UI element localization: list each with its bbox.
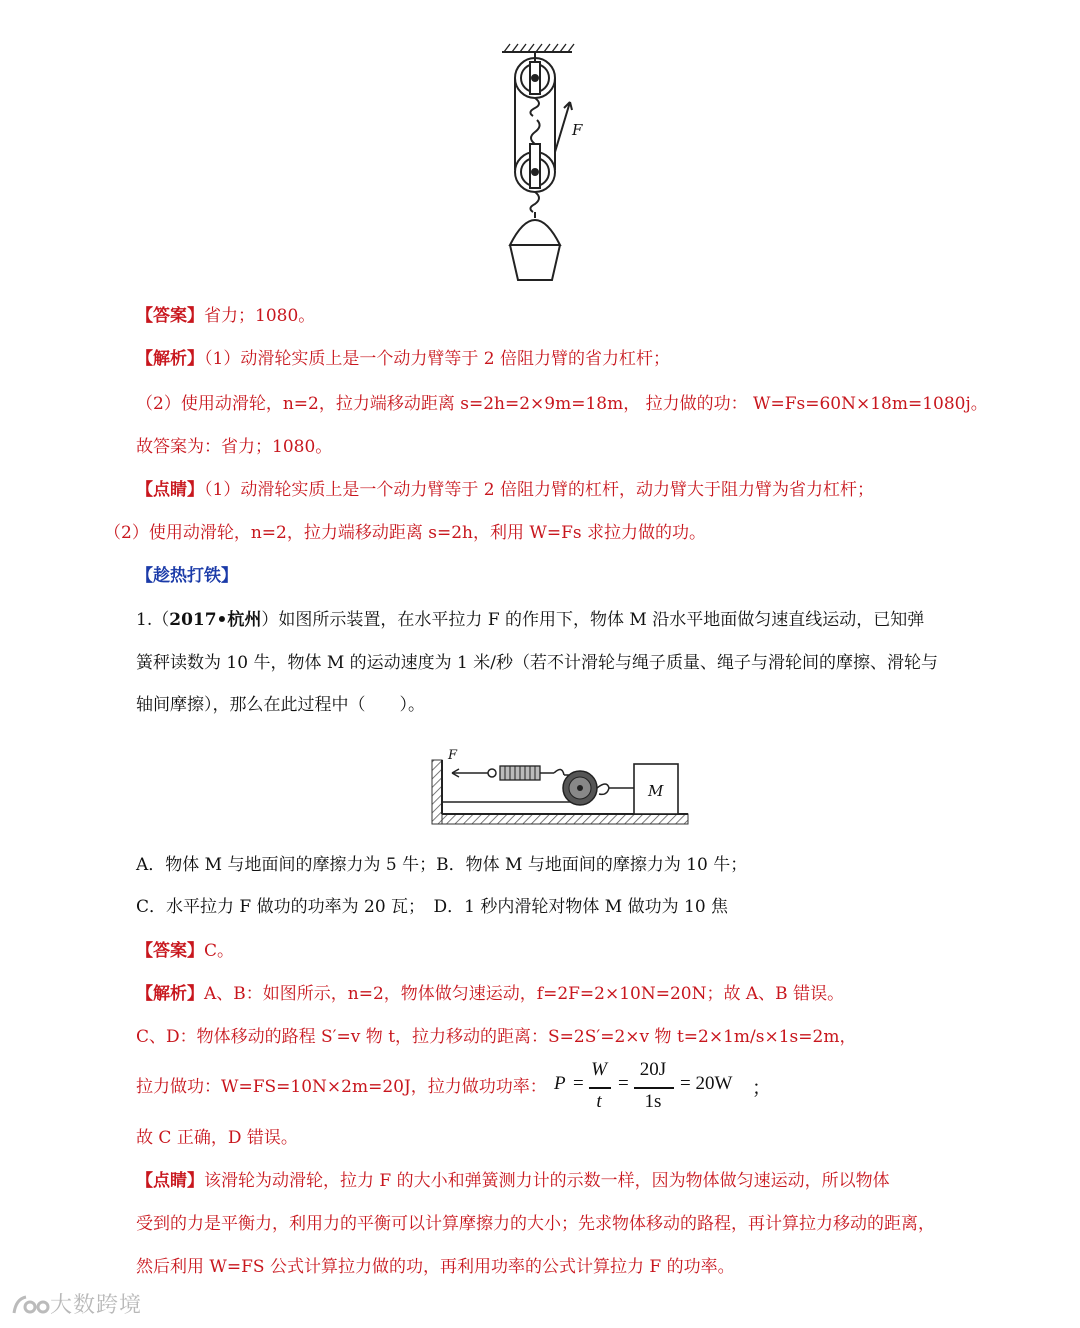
q1-answer-tag: 【答案】 <box>136 941 204 961</box>
watermark <box>10 1288 142 1319</box>
q1-point-text-1: 该滑轮为动滑轮，拉力 F 的大小和弹簧测力计的示数一样，因为物体做匀速运动，所以物体 <box>204 1171 890 1191</box>
formula-end: ； <box>752 1078 772 1099</box>
point-line-1 <box>136 478 874 502</box>
option-ab: A．物体 M 与地面间的摩擦力为 5 牛；B．物体 M 与地面间的摩擦力为 10 牛； <box>136 855 748 875</box>
q1-stem-line-1 <box>136 608 924 632</box>
q1-point-line-1 <box>136 1169 890 1193</box>
q1-point-line-2: 受到的力是平衡力，利用力的平衡可以计算摩擦力的大小；先求物体移动的路程，再计算拉力移动的距离， <box>136 1214 935 1234</box>
formula-w: W <box>591 1059 607 1080</box>
formula-num: 20J <box>639 1059 667 1080</box>
formula-eq2: = <box>618 1073 629 1094</box>
formula-t: t <box>596 1091 602 1112</box>
watermark-text: 大数跨境 <box>50 1293 143 1318</box>
formula-bar-2 <box>634 1087 674 1089</box>
q1-source: 2017•杭州 <box>169 610 262 630</box>
formula-result: = 20W <box>680 1073 733 1094</box>
analysis-line-2: （2）使用动滑轮，n=2，拉力端移动距离 s=2h=2×9m=18m， 拉力做的功： W=Fs=60N×18m=1080j。 <box>136 394 988 414</box>
q1-analysis-text-1: A、B：如图所示，n=2，物体做匀速运动，f=2F=2×10N=20N；故 A、B 错误。 <box>204 984 845 1004</box>
q1-answer-line <box>136 939 234 963</box>
point-line-2: （2）使用动滑轮，n=2，拉力端移动距离 s=2h，利用 W=Fs 求拉力做的功。 <box>104 523 707 543</box>
q1-point-tag: 【点睛】 <box>136 1171 204 1191</box>
q1-analysis-line-4: 故 C 正确，D 错误。 <box>136 1128 298 1148</box>
pulley-diagram <box>490 40 610 290</box>
q1-stem-line-2: 簧秤读数为 10 牛，物体 M 的运动速度为 1 米/秒（若不计滑轮与绳子质量、绳子与滑轮间的摩擦、滑轮与 <box>136 653 939 673</box>
point-text-1: （1）动滑轮实质上是一个动力臂等于 2 倍阻力臂的杠杆，动力臂大于阻力臂为省力杠杆； <box>204 480 874 500</box>
formula-bar-1 <box>589 1087 611 1089</box>
analysis-line-1 <box>136 347 670 371</box>
watermark-logo-icon <box>10 1293 50 1319</box>
analysis-line-3: 故答案为：省力；1080。 <box>136 437 333 457</box>
answer-line <box>136 304 315 328</box>
formula-den: 1s <box>644 1091 662 1112</box>
analysis-text-1: （1）动滑轮实质上是一个动力臂等于 2 倍阻力臂的省力杠杆； <box>204 349 670 369</box>
answer-text: 省力；1080。 <box>204 306 316 326</box>
point-tag: 【点睛】 <box>136 480 204 500</box>
q1-analysis-line-1 <box>136 982 844 1006</box>
q1-answer-text: C。 <box>204 941 235 961</box>
diagram-force-label: F <box>448 748 458 763</box>
answer-tag: 【答案】 <box>136 306 204 326</box>
q1-analysis-line-2: C、D：物体移动的路程 S′=v 物 t，拉力移动的距离：S=2S′=2×v 物 t=2×1m/s×1s=2m， <box>136 1027 857 1047</box>
q1-analysis-tag: 【解析】 <box>136 984 204 1004</box>
diagram-mass-label: M <box>648 782 664 800</box>
q1-analysis-line-3: 拉力做功：W=FS=10N×2m=20J，拉力做功功率： <box>136 1077 547 1097</box>
q1-point-line-3: 然后利用 W=FS 公式计算拉力做的功，再利用功率的公式计算拉力 F 的功率。 <box>136 1257 735 1277</box>
q1-stem-1: ）如图所示装置，在水平拉力 F 的作用下，物体 M 沿水平地面做匀速直线运动，已知弹 <box>261 610 925 630</box>
formula-eq1: = <box>573 1073 584 1094</box>
pulley-force-label: F <box>572 121 583 139</box>
q1-stem-line-3: 轴间摩擦），那么在此过程中（ ）。 <box>136 695 425 715</box>
analysis-tag: 【解析】 <box>136 349 204 369</box>
q1-number: 1.（ <box>136 610 170 630</box>
formula-p: P <box>554 1073 566 1094</box>
section-title: 【趁热打铁】 <box>136 566 238 586</box>
option-cd: C．水平拉力 F 做功的功率为 20 瓦； D．1 秒内滑轮对物体 M 做功为 10 焦 <box>136 897 729 917</box>
